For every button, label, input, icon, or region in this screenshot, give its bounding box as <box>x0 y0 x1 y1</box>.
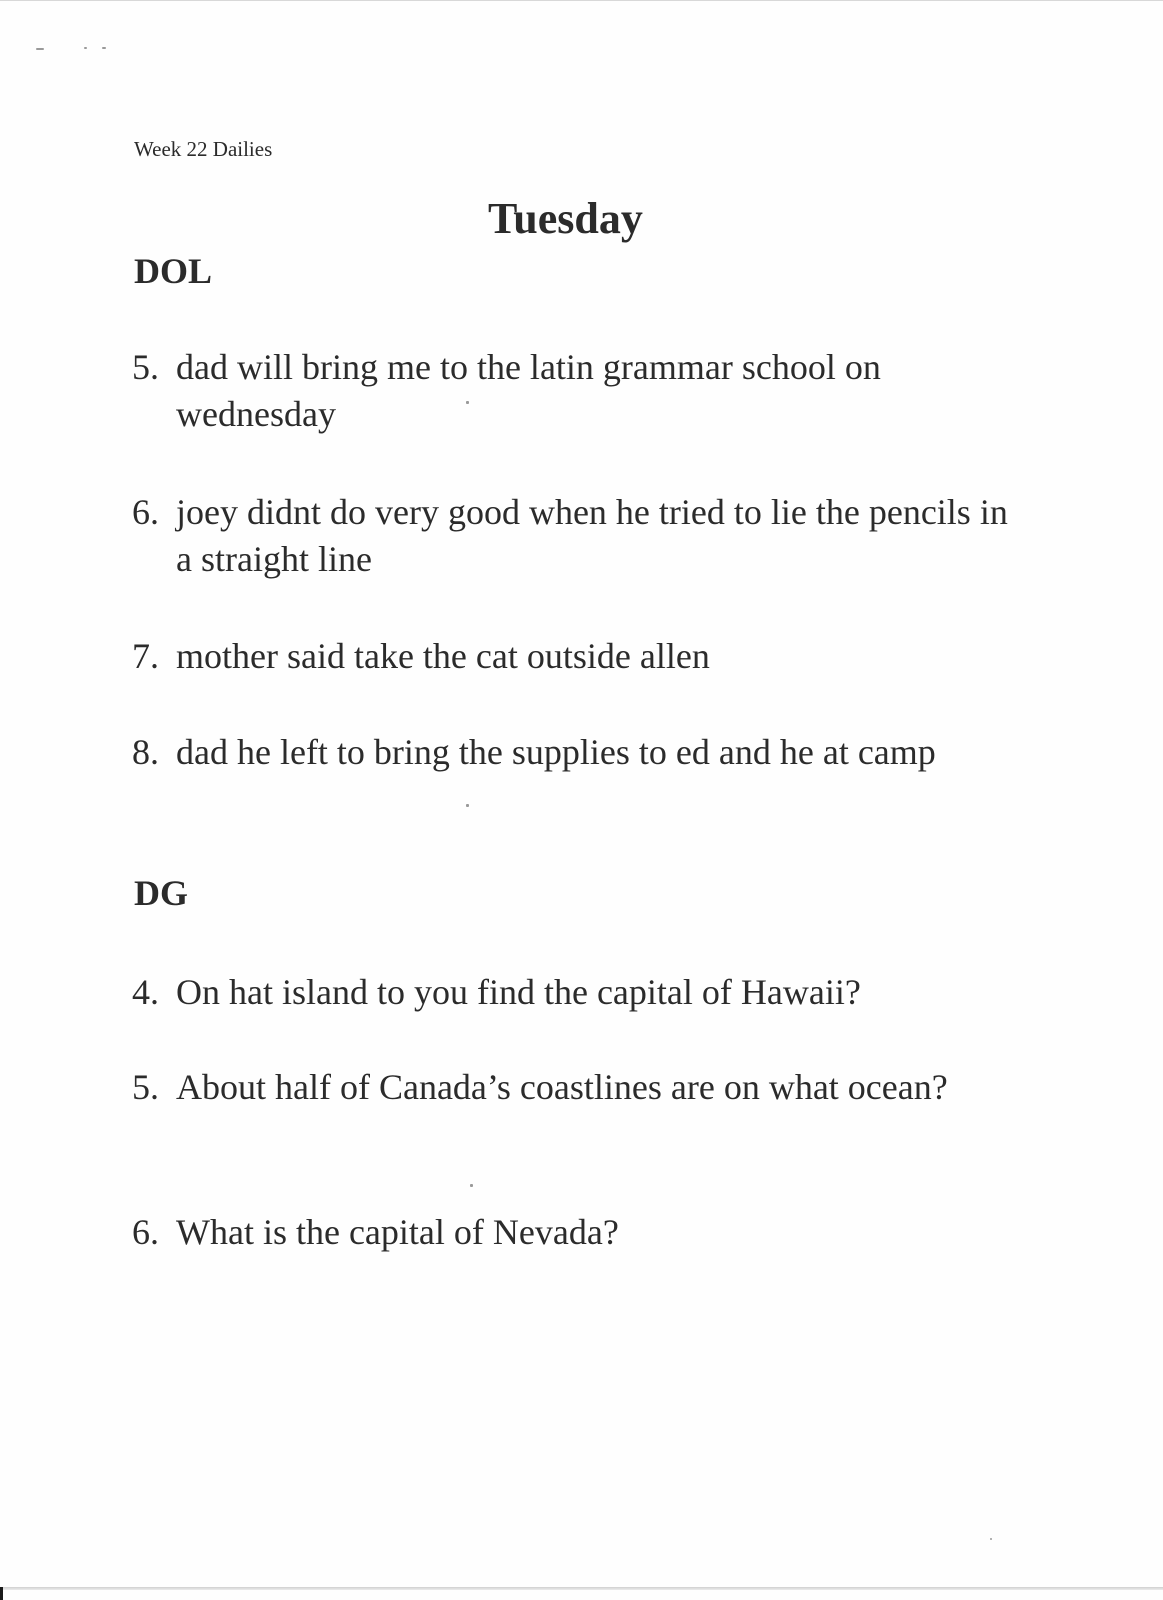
dg-heading: DG <box>134 873 188 913</box>
scan-edge-bottom <box>0 1587 1163 1590</box>
item-number: 6. <box>132 1212 159 1252</box>
dol-item <box>132 344 1032 438</box>
item-text: dad he left to bring the supplies to ed and he at camp <box>176 732 936 772</box>
week-label: Week 22 Dailies <box>134 137 273 161</box>
item-number: 8. <box>132 732 159 772</box>
scan-speck <box>470 1184 473 1187</box>
item-text: On hat island to you find the capital of Hawaii? <box>176 972 861 1012</box>
item-number: 6. <box>132 492 159 532</box>
item-text: About half of Canada’s coastlines are on what ocean? <box>176 1067 948 1107</box>
dol-item <box>132 729 1032 776</box>
dol-heading: DOL <box>134 251 213 291</box>
item-text: What is the capital of Nevada? <box>176 1212 619 1252</box>
page-title: Tuesday <box>488 194 643 243</box>
item-text: mother said take the cat outside allen <box>176 636 710 676</box>
scan-speck <box>102 47 106 49</box>
dg-item <box>132 1209 1032 1256</box>
item-number: 4. <box>132 972 159 1012</box>
dol-item <box>132 633 1032 680</box>
scan-speck <box>36 48 44 50</box>
item-text: joey didnt do very good when he tried to lie the pencils in a straight line <box>176 492 1008 579</box>
item-number: 5. <box>132 1067 159 1107</box>
scan-speck <box>84 47 87 49</box>
item-number: 5. <box>132 347 159 387</box>
item-text: dad will bring me to the latin grammar school on wednesday <box>176 347 881 434</box>
dg-item <box>132 969 1032 1016</box>
scan-edge-left <box>0 1587 3 1600</box>
scan-speck <box>990 1538 992 1540</box>
dol-item <box>132 489 1032 583</box>
scan-edge-top <box>0 0 1163 1</box>
scan-speck <box>466 804 469 807</box>
dg-item <box>132 1064 1032 1111</box>
item-number: 7. <box>132 636 159 676</box>
